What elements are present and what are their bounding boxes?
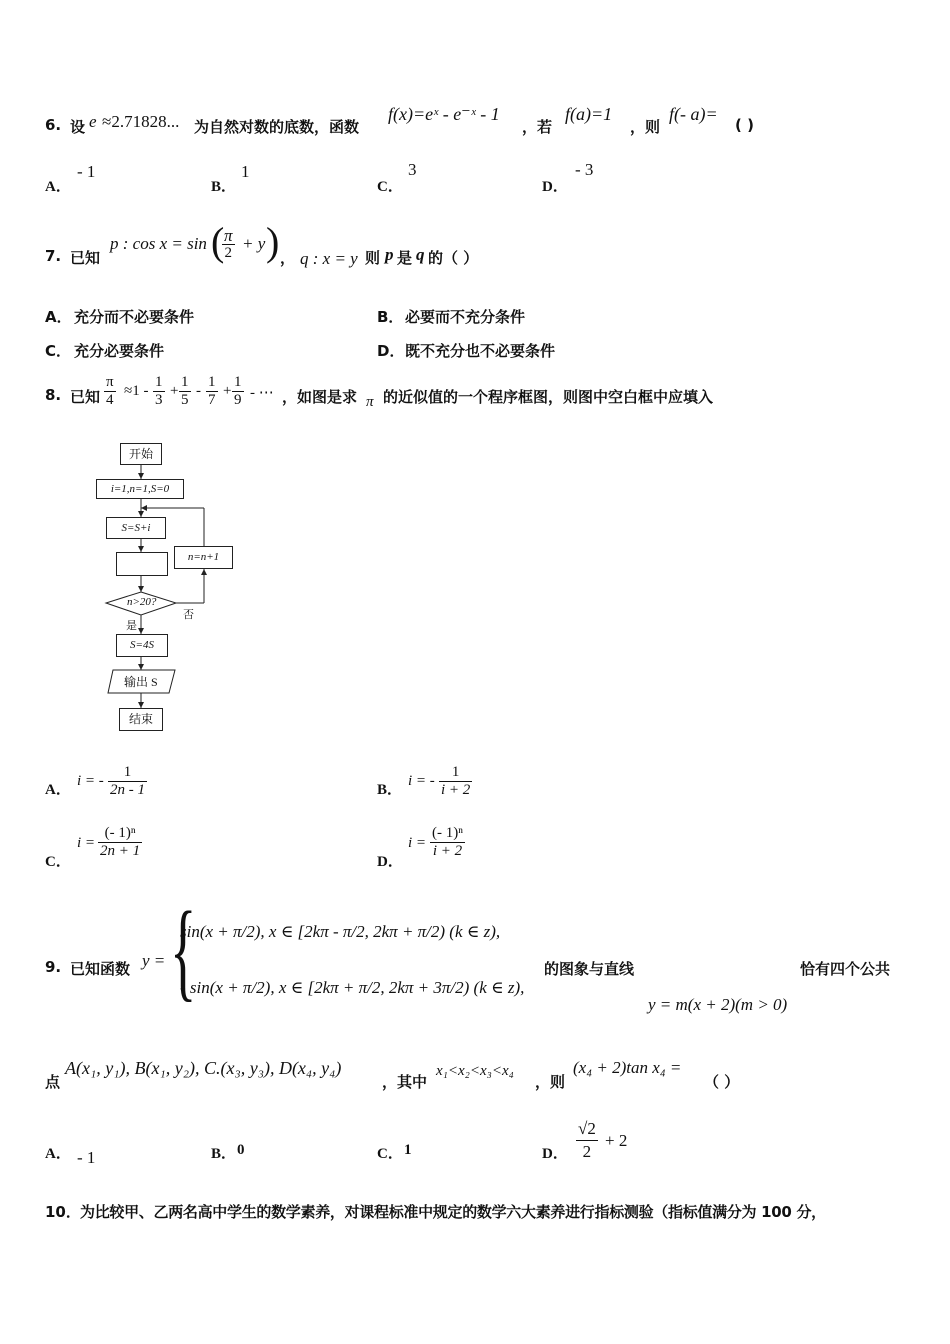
q7-pi-over-2 [222,227,235,262]
q9-text-1: 已知函数 [70,960,131,978]
q10-text: 为比较甲、乙两名高中学生的数学素养，对课程标准中规定的数学六大素养进行指标测验（指标值满分为 100 分， [80,1203,826,1221]
q7-text-2: 则 [365,249,381,267]
q6-e-symbol: e [89,112,97,131]
q8-frac-1-9-num: 1 [234,374,242,390]
q8-frac-1-9 [232,374,244,409]
q6-option-d-label: D． [542,179,568,195]
q6-paren: ( ) [735,116,754,134]
q7-comma: ， [280,249,296,267]
q8-frac-1-5-den: 5 [181,392,189,408]
q6-option-c-label: C． [377,179,403,195]
q6-number: 6. [45,116,62,134]
q6-text-1: 设 [70,118,86,136]
q7-left-paren: ( [211,219,225,264]
q8-four: 4 [106,392,114,408]
q8-number: 8. [45,386,62,404]
q7-option-c-value: 充分必要条件 [74,342,165,360]
q8-option-c-label: C． [45,854,71,870]
q7-option-c-label: C． [45,342,72,360]
q7-p-tail: + y [242,234,266,253]
flowchart-init: i=1,n=1,S=0 [96,479,184,499]
q8-option-b-frac [439,764,472,799]
q6-text-3: ，若 [522,118,553,136]
q9-option-c-label: C． [377,1146,403,1162]
q6-option-d-value: - 3 [575,160,594,179]
q7-number: 7. [45,247,62,265]
q6-function: f(x)=eˣ - e⁻ˣ - 1 [388,104,500,124]
q8-op-4: - ⋯ [250,385,274,401]
q8-option-d-lhs: i = [408,835,427,851]
q8-pi-over-4 [104,374,116,409]
q9-option-b-value: 0 [237,1142,245,1158]
q8-op-2: - [196,383,201,399]
q9-option-d-den: 2 [582,1142,592,1161]
q8-option-c-lhs: i = [77,835,96,851]
q7-p-statement: p : cos x = sin [110,234,207,253]
q8-option-d-frac [430,825,465,860]
q9-option-a-value: - 1 [77,1148,96,1167]
q6-ask: f(- a)= [669,104,718,124]
q6-option-b-value: 1 [241,162,250,181]
q9-text-2: 的图象与直线 [544,960,635,978]
q7-option-b-label: B． [377,308,404,326]
q8-option-d-num: (- 1)ⁿ [432,825,463,841]
q6-condition: f(a)=1 [565,104,613,124]
q8-frac-1-7 [206,374,218,409]
q8-op-1: + [170,383,179,399]
flowchart-multiply: S=4S [116,634,168,657]
q8-frac-1-7-num: 1 [208,374,216,390]
q9-text-6: ，则 [535,1073,566,1091]
q7-option-d-label: D． [377,342,405,360]
q9-paren: （ ） [704,1073,740,1091]
q9-case-1: sin(x + π/2), x ∈ [2kπ - π/2, 2kπ + π/2) (k ∈ z), [180,922,501,941]
q8-frac-1-5-num: 1 [181,374,189,390]
flowchart-increment: n=n+1 [174,546,233,569]
q10-number: 10． [45,1203,81,1221]
q8-frac-1-3-den: 3 [155,392,163,408]
q7-q-var: q [416,245,425,264]
q9-line: y = m(x + 2)(m > 0) [648,995,788,1014]
flowchart-step: S=S+i [106,517,166,539]
q9-y: y = [142,951,166,970]
q7-frac-num: π [224,226,233,245]
q8-frac-1-7-den: 7 [208,392,216,408]
q9-option-a-label: A． [45,1146,71,1162]
q8-option-c-frac [98,825,142,860]
q9-points: A(x₁, y₁), B(x₁, y₂), C.(x₃, y₃), D(x₄, y₄) [65,1058,342,1078]
q8-option-b-label: B． [377,782,403,798]
q8-pi-symbol: π [366,394,374,410]
q8-option-a-label: A． [45,782,71,798]
q8-option-d-label: D． [377,854,403,870]
q7-option-d-value: 既不充分也不必要条件 [405,342,556,360]
q7-option-a-value: 充分而不必要条件 [74,308,195,326]
q8-frac-1-3-num: 1 [155,374,163,390]
q8-option-c-num: (- 1)ⁿ [98,825,142,843]
q9-text-4: 点 [45,1073,61,1091]
q6-text-4: ，则 [630,118,661,136]
q8-pi: π [106,374,114,390]
flowchart-condition: n>20? [127,596,157,608]
q8-option-a-den: 2n - 1 [110,782,145,798]
q9-case-2: - sin(x + π/2), x ∈ [2kπ + π/2, 2kπ + 3π/2) (k ∈ z), [180,978,525,997]
q8-op-3: + [223,383,232,399]
q6-option-a-label: A． [45,179,71,195]
q8-option-d-den: i + 2 [432,843,463,859]
q8-text-2: ，如图是求 [282,388,358,406]
q9-brace: { [170,889,197,1011]
q9-text-3: 恰有四个公共 [800,960,891,978]
q8-frac-1-5 [179,374,191,409]
q8-option-b-lhs: i = - [408,773,435,789]
q8-option-a-lhs: i = - [77,773,104,789]
flowchart-yes-label: 是 [126,620,137,632]
flowchart-lines [90,430,250,735]
q6-option-b-label: B． [211,179,237,195]
q8-frac-1-3 [153,374,165,409]
q7-frac-den: 2 [224,245,233,261]
q7-right-paren: ) [266,219,280,264]
q8-frac-1-9-den: 9 [234,392,242,408]
q6-approx: ≈2.71828... [102,112,180,131]
q7-q-statement: q : x = y [300,249,358,268]
q9-number: 9. [45,958,62,976]
q8-series-start: ≈1 - [124,383,149,399]
q6-text-2: 为自然对数的底数，函数 [194,118,360,136]
q9-option-d-num: √2 [576,1118,598,1141]
q7-text-3: 是 [397,249,413,267]
q9-text-5: ，其中 [382,1073,428,1091]
q8-text-3: 的近似值的一个程序框图，则图中空白框中应填入 [383,388,714,406]
flowchart-blank-box [116,552,168,576]
q8-text-1: 已知 [70,388,101,406]
q9-option-d-label: D． [542,1146,568,1162]
q7-text-4: 的（ ） [428,249,479,267]
q8-option-b-den: i + 2 [441,782,471,798]
q8-option-b-num: 1 [439,764,472,782]
q9-ask: (x₄ + 2)tan x₄ = [573,1058,682,1077]
q6-option-a-value: - 1 [77,162,96,181]
flowchart-end: 结束 [119,708,163,731]
q6-option-c-value: 3 [408,160,417,179]
q8-option-a-frac [108,764,147,799]
q7-p-var: p [385,245,394,264]
q9-option-d-frac [576,1118,598,1163]
flowchart-output: 输出 S [124,675,158,689]
q8-option-a-num: 1 [108,764,147,782]
flowchart-no-label: 否 [183,609,194,621]
q7-option-b-value: 必要而不充分条件 [405,308,526,326]
q9-option-b-label: B． [211,1146,237,1162]
q9-order: x₁<x₂<x₃<x₄ [436,1063,514,1079]
q7-text-1: 已知 [70,249,101,267]
q9-option-c-value: 1 [404,1142,412,1158]
q7-option-a-label: A． [45,308,72,326]
q8-option-c-den: 2n + 1 [100,843,141,859]
flowchart-start: 开始 [120,443,162,465]
q9-option-d-tail: + 2 [605,1131,628,1150]
